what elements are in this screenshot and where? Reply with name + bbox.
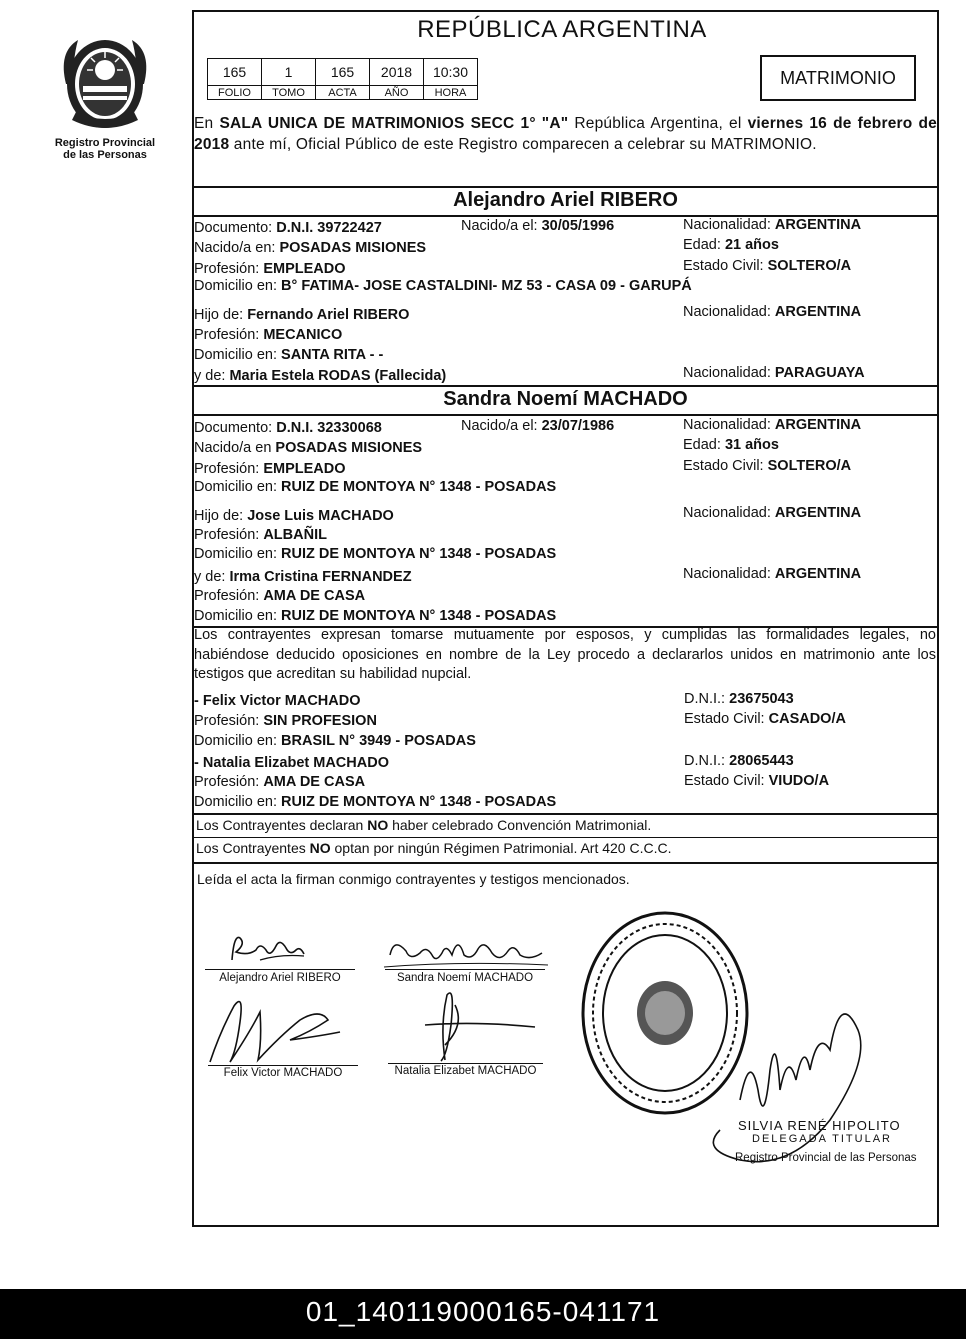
witness1-address: Domicilio en: BRASIL N° 3949 - POSADAS: [194, 733, 476, 749]
groom-father: Hijo de: Fernando Ariel RIBERO: [194, 307, 410, 323]
groom-father-profession: Profesión: MECANICO: [194, 327, 343, 343]
provincial-crest-icon: [58, 32, 152, 136]
divider: [192, 837, 939, 838]
bride-father-profession: Profesión: ALBAÑIL: [194, 527, 327, 543]
tomo-value: 1: [262, 59, 316, 86]
witness2-signature: [385, 985, 545, 1065]
groom-father-nationality: Nacionalidad: ARGENTINA: [683, 304, 862, 320]
divider: [192, 414, 939, 416]
witness1-signature-name: Felix Victor MACHADO: [223, 1067, 343, 1079]
witness1-profession: Profesión: SIN PROFESION: [194, 713, 377, 729]
groom-signature: [200, 920, 360, 980]
witness2-address: Domicilio en: RUIZ DE MONTOYA N° 1348 - POSADAS: [194, 794, 557, 810]
bride-mother-profession: Profesión: AMA DE CASA: [194, 588, 366, 604]
folio-label: FOLIO: [208, 86, 262, 100]
witness2-dni: D.N.I.: 28065443: [684, 753, 794, 769]
bride-civil-status: Estado Civil: SOLTERO/A: [683, 458, 852, 474]
bride-father: Hijo de: Jose Luis MACHADO: [194, 508, 394, 524]
official-name: SILVIA RENÉ HIPOLITO: [738, 1118, 901, 1133]
bride-address: Domicilio en: RUIZ DE MONTOYA N° 1348 - POSADAS: [194, 479, 557, 495]
witness1-dni: D.N.I.: 23675043: [684, 691, 794, 707]
witness1-signature-line: [208, 1065, 358, 1066]
bride-profession: Profesión: EMPLEADO: [194, 461, 346, 477]
bride-father-nationality: Nacionalidad: ARGENTINA: [683, 505, 862, 521]
page-title: REPÚBLICA ARGENTINA: [417, 16, 707, 43]
witness2-profession: Profesión: AMA DE CASA: [194, 774, 366, 790]
registry-name-line1: Registro Provincial: [54, 137, 156, 149]
witness2-civil-status: Estado Civil: VIUDO/A: [684, 773, 830, 789]
witness1-signature: [200, 992, 360, 1067]
registry-name-line2: de las Personas: [63, 149, 147, 161]
bride-birthplace: Nacido/a en POSADAS MISIONES: [194, 440, 423, 456]
bride-father-address: Domicilio en: RUIZ DE MONTOYA N° 1348 - POSADAS: [194, 546, 557, 562]
groom-doc: Documento: D.N.I. 39722427: [194, 220, 382, 236]
registry-table: [207, 58, 478, 100]
bride-mother-address: Domicilio en: RUIZ DE MONTOYA N° 1348 - POSADAS: [194, 608, 557, 624]
bride-doc: Documento: D.N.I. 32330068: [194, 420, 382, 436]
intro-paragraph: En SALA UNICA DE MATRIMONIOS SECC 1° "A" República Argentina, el viernes 16 de febrero de 2018 ante mí, Oficial Público de este Registro comparecen a celebrar su MATRIMONIO.: [194, 115, 937, 153]
groom-father-address: Domicilio en: SANTA RITA - -: [194, 347, 384, 363]
divider: [192, 813, 939, 815]
registry-name: [50, 137, 160, 161]
bride-age: Edad: 31 años: [683, 437, 779, 453]
bride-mother: y de: Irma Cristina FERNANDEZ: [194, 569, 412, 585]
folio-value: 165: [208, 59, 262, 86]
divider: [192, 862, 939, 864]
bride-signature-name: Sandra Noemí MACHADO: [396, 972, 534, 984]
document-code: 01_140119000165-041171: [0, 1289, 966, 1339]
official-org: Registro Provincial de las Personas: [735, 1152, 917, 1164]
groom-mother: y de: Maria Estela RODAS (Fallecida): [194, 368, 447, 384]
bride-nationality: Nacionalidad: ARGENTINA: [683, 417, 862, 433]
groom-signature-name: Alejandro Ariel RIBERO: [219, 972, 341, 984]
closing-statement: Leída el acta la firman conmigo contrayentes y testigos mencionados.: [197, 871, 630, 887]
witness2-signature-name: Natalia Elizabet MACHADO: [394, 1065, 537, 1077]
acta-value: 165: [316, 59, 370, 86]
bride-name: Sandra Noemí MACHADO: [443, 388, 688, 410]
witness1-name: - Felix Victor MACHADO: [194, 693, 361, 709]
hora-value: 10:30: [424, 59, 478, 86]
groom-signature-line: [205, 969, 355, 970]
patrimonial-regime-statement: Los Contrayentes NO optan por ningún Régimen Patrimonial. Art 420 C.C.C.: [196, 840, 672, 856]
witness2-signature-line: [388, 1063, 543, 1064]
witness2-name: - Natalia Elizabet MACHADO: [194, 755, 389, 771]
bride-signature-line: [385, 969, 545, 970]
groom-profession: Profesión: EMPLEADO: [194, 261, 346, 277]
anio-value: 2018: [370, 59, 424, 86]
groom-name: Alejandro Ariel RIBERO: [453, 189, 678, 211]
acta-label: ACTA: [316, 86, 370, 100]
hora-label: HORA: [424, 86, 478, 100]
official-role: DELEGADA TITULAR: [752, 1133, 892, 1145]
witness1-civil-status: Estado Civil: CASADO/A: [684, 711, 846, 727]
act-type-box: MATRIMONIO: [760, 55, 916, 101]
tomo-label: TOMO: [262, 86, 316, 100]
declaration-paragraph: Los contrayentes expresan tomarse mutuamente por esposos, y cumplidas las formalidades legales, no habiéndose deducido oposiciones en nombre de la Ley procedo a declararlos unidos en matrimonio ante los testigos que acreditan su habilidad nupcial.: [194, 627, 936, 682]
groom-birthdate: Nacido/a el: 30/05/1996: [461, 218, 615, 234]
groom-mother-nationality: Nacionalidad: PARAGUAYA: [683, 365, 865, 381]
divider: [192, 186, 939, 188]
convention-statement: Los Contrayentes declaran NO haber celebrado Convención Matrimonial.: [196, 817, 652, 833]
groom-birthplace: Nacido/a en: POSADAS MISIONES: [194, 240, 427, 256]
bride-signature: [380, 925, 555, 975]
bride-birthdate: Nacido/a el: 23/07/1986: [461, 418, 615, 434]
groom-nationality: Nacionalidad: ARGENTINA: [683, 217, 862, 233]
bride-mother-nationality: Nacionalidad: ARGENTINA: [683, 566, 862, 582]
groom-civil-status: Estado Civil: SOLTERO/A: [683, 258, 852, 274]
anio-label: AÑO: [370, 86, 424, 100]
groom-age: Edad: 21 años: [683, 237, 779, 253]
divider: [192, 385, 939, 387]
groom-address: Domicilio en: B° FATIMA- JOSE CASTALDINI- MZ 53 - CASA 09 - GARUPÁ: [194, 278, 692, 294]
